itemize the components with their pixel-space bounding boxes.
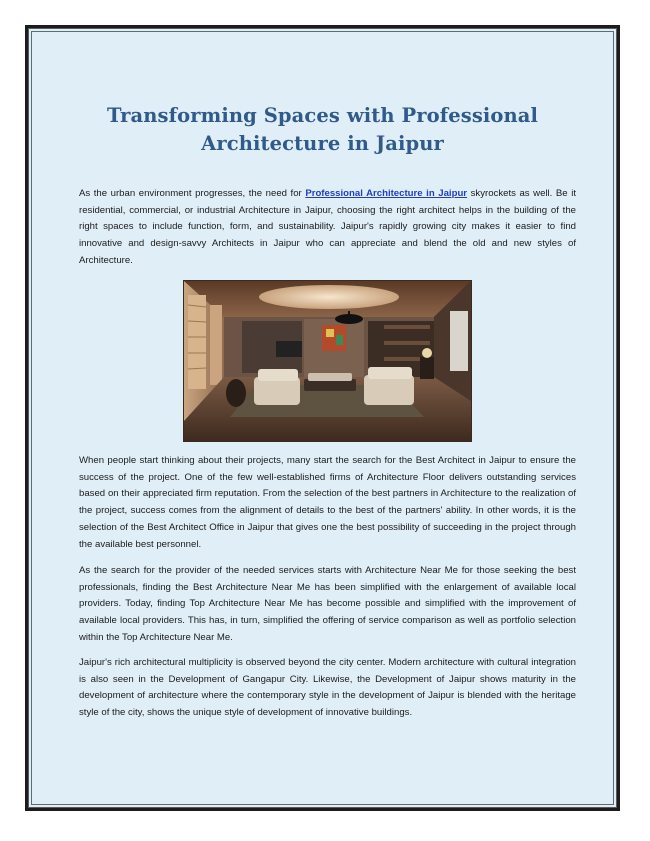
paragraph-intro-text-end: skyrockets as well. Be it residential, commercial, or industrial Architecture in Jaipur, choosing the right architect helps in the building of the right spaces to include function, form, and sustainability. Jaipur's rapidly growing city makes it easier to find innovative and design-savvy Architects in Jaipur who can appreciate and blend the old and new styles of Architecture.	[79, 188, 576, 266]
title-line-2: Architecture in Jaipur	[201, 132, 444, 155]
document-page	[25, 25, 620, 811]
paragraph-best-architect: When people start thinking about their projects, many start the search for the Best Architect in Jaipur to ensure the success of the project. One of the few well-established firms of Architecture Floor delivers outstanding services based on their appreciated firm reputation. From the selection of the best partners in Architecture to the realization of the project, success comes from the alignment of details to the best of the partners' ability. In other words, it is the selection of the Best Architect Office in Jaipur that gives one the best possibility of succeeding in the project through the available best personnel.	[79, 455, 576, 550]
title-line-1: Transforming Spaces with Professional	[106, 104, 539, 127]
paragraph-intro	[79, 186, 576, 270]
paragraph-jaipur-development: Jaipur's rich architectural multiplicity is observed beyond the city center. Modern architecture with cultural integration is also seen in the Development of Gangapur City. Likewise, the Development of Jaipur shows maturity in the development of architecture where the contemporary style in the development of Jaipur is blended with the heritage style of the city, shows the unique style of development of innovative buildings.	[79, 657, 576, 719]
professional-architecture-link[interactable]: Professional Architecture in Jaipur	[305, 188, 468, 199]
document-title	[28, 102, 617, 158]
paragraph-architecture-near-me: As the search for the provider of the needed services starts with Architecture Near Me for those seeking the best professionals, finding the Best Architecture Near Me has been simplified with the enlargement of available local providers. Today, finding Top Architecture Near Me has become possible and simplified with the improvement of available local providers. This has, in turn, simplified the offering of service comparison as well as portfolio selection within the Top Architecture Near Me.	[79, 565, 576, 643]
paragraph-intro-text-start: As the urban environment progresses, the need for	[79, 188, 306, 199]
living-room-photo	[183, 280, 472, 442]
